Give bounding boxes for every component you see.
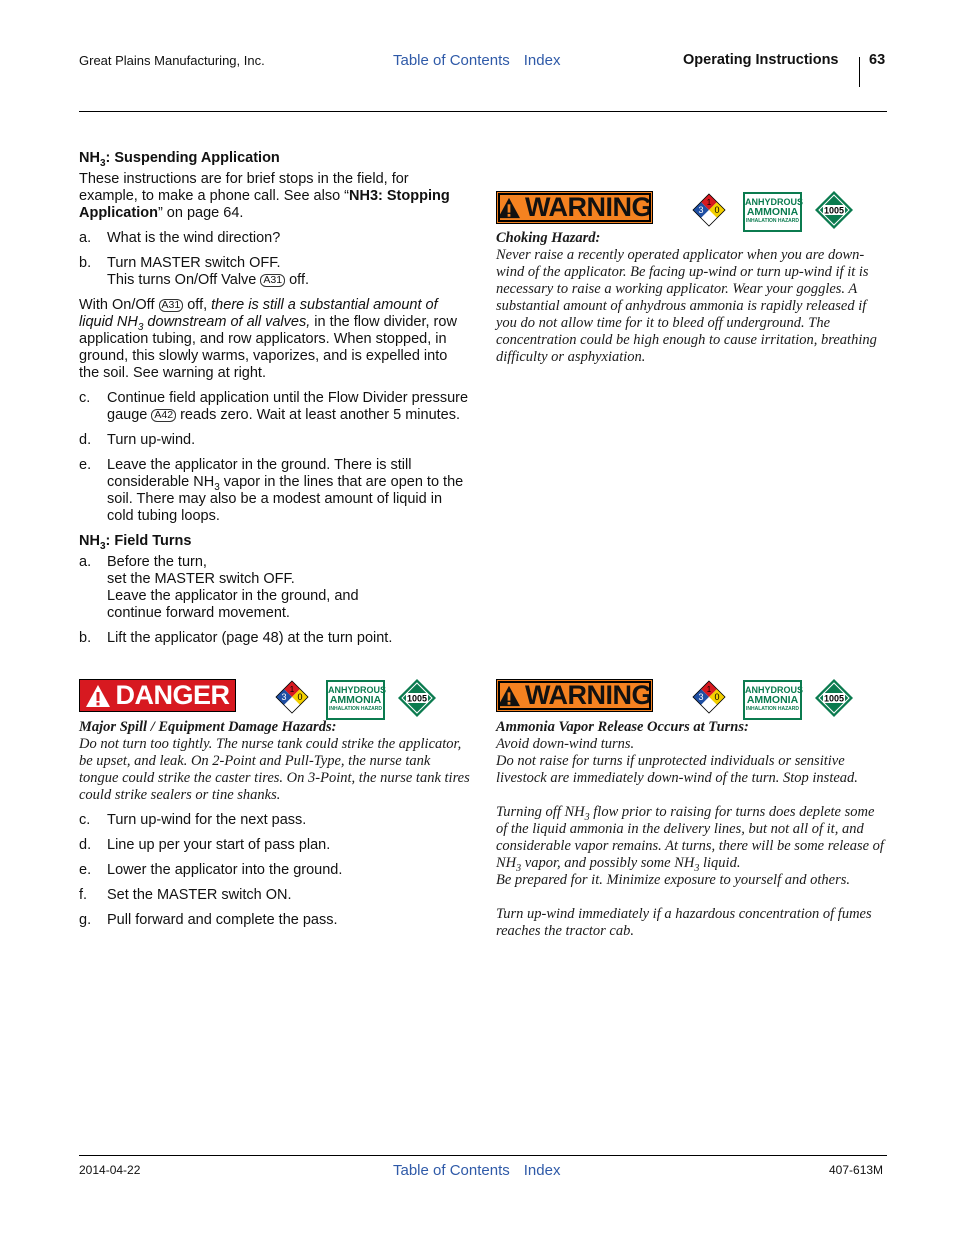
nfpa-left-rating: 3 [698, 692, 704, 702]
danger-signal-word: DANGER [79, 679, 236, 712]
callout-a42: A42 [151, 409, 176, 422]
list-item: g. Pull forward and complete the pass. [79, 912, 338, 928]
header-divider [859, 57, 860, 87]
index-link[interactable]: Index [523, 52, 561, 69]
list-item: d. Turn up-wind. [79, 432, 196, 448]
list-item: f. Set the MASTER switch ON. [79, 887, 292, 903]
list-item: a. Before the turn, set the MASTER switch OFF. Leave the applicator in the ground, and continue forward movement. [79, 554, 359, 621]
list-item: c. Turn up-wind for the next pass. [79, 812, 307, 828]
nfpa-left-rating: 3 [281, 692, 287, 702]
danger-message [79, 719, 471, 804]
nfpa-health-rating: 1 [289, 685, 295, 694]
warning-message-vapor [496, 719, 888, 940]
warning-paragraph: Turning off $NH_3$ flow prior to raising for turns does deplete some of the liquid ammonia in the delivery lines, but not all of it, and considerable vapor remains. At turns, there will be some release of $NH_3$ vapor, and possibly some $NH_3$ liquid. Be prepared for it. Minimize exposure to yourself and others. [496, 804, 884, 888]
danger-title: Major Spill / Equipment Damage Hazards: [79, 719, 337, 735]
header-rule [79, 111, 887, 112]
nfpa-diamond-icon [692, 680, 726, 714]
nfpa-right-rating: 0 [714, 692, 720, 702]
alert-triangle-icon [497, 197, 521, 219]
warning-title: Ammonia Vapor Release Occurs at Turns: [496, 719, 749, 735]
un-number: 1005 [823, 693, 845, 704]
callout-a31: A31 [260, 274, 285, 287]
footer-links [393, 1162, 574, 1179]
un-placard-icon [397, 678, 437, 718]
callout-a31: A31 [159, 299, 184, 312]
company-name: Great Plains Manufacturing, Inc. [79, 53, 265, 68]
index-link[interactable]: Index [523, 1162, 561, 1179]
list-item: b. Turn MASTER switch OFF. This turns On/Off Valve A31 off. [79, 255, 309, 288]
danger-body: Do not turn too tightly. The nurse tank could strike the applicator, be upset, and leak. On 2-Point and Pull-Type, the nurse tank tongue could strike the caster tires. On 3-Point, the nurse tank tires could strike sealers or tine shanks. [79, 736, 470, 803]
stopping-application-ref: NH3: Stopping Application [79, 188, 450, 221]
list-item: d. Line up per your start of pass plan. [79, 837, 331, 853]
un-number: 1005 [823, 205, 845, 216]
header-links [393, 52, 574, 69]
table-of-contents-link[interactable]: Table of Contents [393, 52, 510, 69]
doc-code: 407-613M [829, 1163, 884, 1177]
field-turns-steps [79, 812, 471, 929]
list-item: b. Lift the applicator (page 48) at the turn point. [79, 630, 393, 646]
page-number: 63 [869, 52, 886, 68]
warning-line: Do not raise for turns if unprotected individuals or sensitive livestock are immediately down-wind of the turn. Stop instead. [496, 753, 858, 786]
list-item: c. Continue field application until the Flow Divider pressure gauge A42 reads zero. Wait at least another 5 minutes. [79, 390, 469, 423]
nfpa-health-rating: 1 [706, 685, 712, 694]
anhydrous-ammonia-placard: ANHYDROUS AMMONIA INHALATION HAZARD [326, 680, 385, 720]
warning-body: Never raise a recently operated applicator when you are down-wind of the applicator. Be facing up-wind or turn up-wind if it is necessary to raise a working applicator. Wear your goggles. A substantial amount of anhydrous ammonia is rapidly released if you do not allow time for it to bleed off underground. The concentration could be high enough to cause irritation, breathing difficulty or asphyxiation. [496, 247, 877, 365]
warning-paragraph: Turn up-wind immediately if a hazardous concentration of fumes reaches the tractor cab. [496, 906, 872, 939]
section-title: Operating Instructions [683, 52, 839, 68]
warning-signal-word: WARNING [496, 679, 653, 712]
nfpa-diamond-icon [275, 680, 309, 714]
un-placard-icon [814, 190, 854, 230]
field-turns-heading: $NH_3$: Field Turns [79, 533, 192, 552]
suspending-intro: These instructions are for brief stops in the field, for example, to make a phone call. See also “NH3: Stopping Application” on page 64. [79, 171, 450, 221]
anhydrous-ammonia-placard: ANHYDROUS AMMONIA INHALATION HAZARD [743, 192, 802, 232]
nfpa-diamond-icon [692, 193, 726, 227]
suspending-section [79, 150, 471, 647]
vapor-paragraph: With On/Off A31 off, there is still a substantial amount of liquid $NH_3$ downstream of all valves, in the flow divider, row application tubing, and row applicators. When stopped, in ground, this slowly warms, vaporizes, and is expelled into the soil. See warning at right. [79, 297, 457, 381]
nfpa-left-rating: 3 [698, 205, 704, 215]
nfpa-right-rating: 0 [714, 205, 720, 215]
list-item: a. What is the wind direction? [79, 230, 281, 246]
warning-signal-word: WARNING [496, 191, 653, 224]
nfpa-right-rating: 0 [297, 692, 303, 702]
table-of-contents-link[interactable]: Table of Contents [393, 1162, 510, 1179]
list-item: e. Leave the applicator in the ground. There is still considerable $NH_3$ vapor in the lines that are open to the soil. There may also be a modest amount of liquid in cold tubing loops. [79, 457, 464, 524]
anhydrous-ammonia-placard: ANHYDROUS AMMONIA INHALATION HAZARD [743, 680, 802, 720]
nfpa-health-rating: 1 [706, 198, 712, 207]
footer-rule [79, 1155, 887, 1156]
alert-triangle-icon [85, 684, 111, 708]
footer-date: 2014-04-22 [79, 1163, 141, 1177]
list-item: e. Lower the applicator into the ground. [79, 862, 343, 878]
warning-title: Choking Hazard: [496, 230, 601, 246]
warning-line: Avoid down-wind turns. [496, 736, 635, 752]
un-number: 1005 [406, 693, 428, 704]
alert-triangle-icon [497, 685, 521, 707]
warning-message-choking [496, 230, 888, 366]
un-placard-icon [814, 678, 854, 718]
suspending-heading: $NH_3$: Suspending Application [79, 150, 280, 169]
